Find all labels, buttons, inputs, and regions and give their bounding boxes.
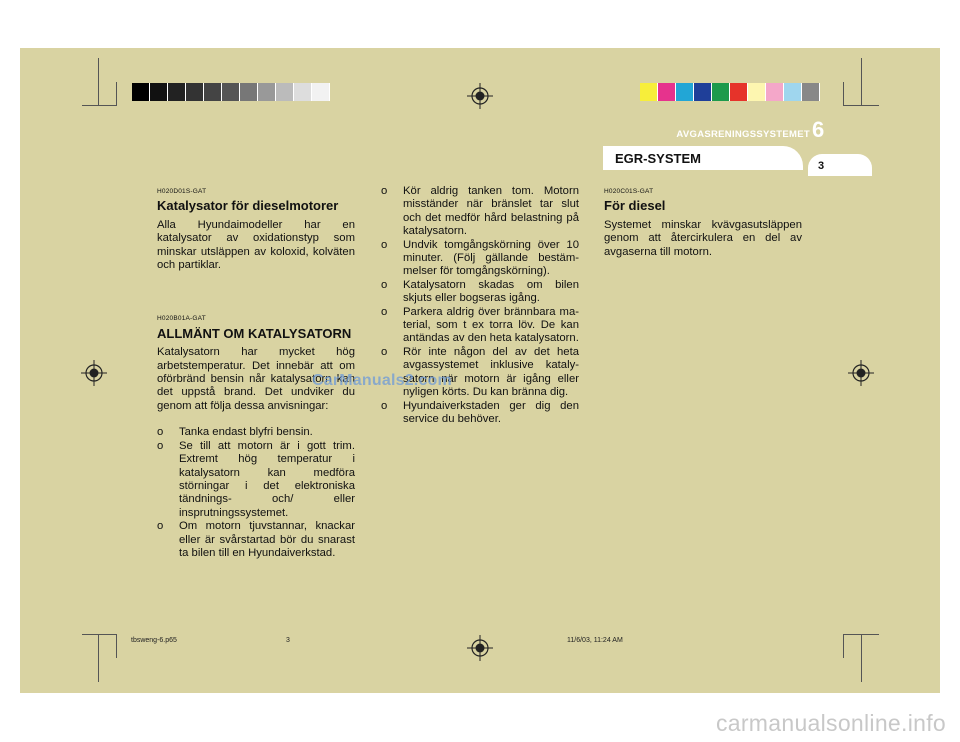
slug-timestamp: 11/6/03, 11:24 AM: [567, 637, 623, 644]
calibration-swatch: [748, 83, 766, 101]
section-code: H020D01S-GAT: [157, 188, 207, 195]
calibration-swatch: [694, 83, 712, 101]
crop-mark: [861, 58, 862, 106]
section-code: H020C01S-GAT: [604, 188, 654, 195]
crop-mark: [843, 634, 844, 658]
list-item: o Undvik tomgångskörning över 10 minuter. (Följ gällande bestäm- melser för tomgångskörning).: [381, 239, 579, 279]
calibration-swatch: [784, 83, 802, 101]
list-item: o Kör aldrig tanken tom. Motorn misständer när bränslet tar slut och det medför hård belastning på katalysatorn.: [381, 185, 579, 239]
calibration-swatch: [222, 83, 240, 101]
calibration-swatch: [640, 83, 658, 101]
calibration-swatch: [712, 83, 730, 101]
list-item: o Hyundaiverkstaden ger dig den service du behöver.: [381, 400, 579, 427]
watermark: CarManuals2.com: [312, 372, 452, 389]
calibration-swatch: [150, 83, 168, 101]
calibration-swatch: [766, 83, 784, 101]
list-item: o Tanka endast blyfri bensin.: [157, 426, 355, 439]
bullet-list: [157, 426, 355, 560]
list-item: o Katalysatorn skadas om bilen skjuts eller bogseras igång.: [381, 279, 579, 306]
page-number: 3: [818, 160, 825, 172]
calibration-swatch: [168, 83, 186, 101]
paragraph: Systemet minskar kvävgasutsläppen genom att återcirkulera en del av avgaserna till motorn.: [604, 218, 802, 258]
calibration-swatch: [240, 83, 258, 101]
calibration-swatch: [204, 83, 222, 101]
bullet-list: [381, 185, 579, 426]
calibration-swatch: [730, 83, 748, 101]
section-code: H020B01A-GAT: [157, 315, 206, 323]
registration-mark-icon: [81, 360, 107, 386]
footer-watermark: carmanualsonline.info: [715, 710, 946, 736]
crop-mark: [82, 634, 116, 635]
registration-mark-icon: [467, 83, 493, 109]
paragraph: Alla Hyundaimodeller har en katalysator av oxidationstyp som minskar utsläppen av koloxid, kolväten och partiklar.: [157, 218, 355, 272]
calibration-swatch: [676, 83, 694, 101]
paragraph: Katalysatorn har mycket hög arbetstemperatur. Det innebär att om oförbränd bensin når katalysatorn kan det uppstå brand. Det undviker du genom att följa dessa anvisningar:: [157, 346, 355, 412]
crop-mark: [98, 58, 99, 106]
crop-mark: [116, 634, 117, 658]
crop-mark: [843, 82, 844, 106]
crop-mark: [843, 105, 879, 106]
crop-mark: [82, 105, 116, 106]
calibration-swatch: [312, 83, 330, 101]
section-heading: ALLMÄNT OM KATALYSATORN: [157, 325, 352, 341]
slug-filename: tbsweng-6.p65: [131, 637, 177, 644]
section-tab: [603, 146, 803, 170]
middle-column: [381, 185, 579, 426]
list-item: o Parkera aldrig över brännbara ma- terial, som t ex torra löv. De kan antändas av den heta katalysatorn.: [381, 306, 579, 346]
section-tab-label: EGR-SYSTEM: [615, 151, 701, 166]
right-column: [604, 185, 802, 259]
calibration-swatch: [802, 83, 820, 101]
section-heading: För diesel: [604, 198, 666, 214]
list-item: o Se till att motorn är i gott trim. Extremt hög temperatur i katalysatorn kan medföra störningar i det elektroniska tändnings- och/ eller insprutningssystemet.: [157, 440, 355, 520]
registration-mark-icon: [848, 360, 874, 386]
section-title: AVGASRENINGSSYSTEMET: [676, 129, 810, 140]
list-item: o Om motorn tjuvstannar, knackar eller är svårstartad bör du snarast ta bilen till en Hyundaiverkstad.: [157, 520, 355, 560]
calibration-swatch: [658, 83, 676, 101]
color-calibration-bar: [640, 83, 820, 101]
calibration-swatch: [276, 83, 294, 101]
list-item: o Rör inte någon del av det heta avgassystemet inklusive kataly- satorn när motorn är igång eller nyligen körts. Du kan bränna dig.: [381, 346, 579, 400]
page-number-tab: [808, 154, 872, 176]
section-heading: Katalysator för dieselmotorer: [157, 198, 339, 214]
crop-mark: [98, 634, 99, 682]
registration-mark-icon: [467, 635, 493, 661]
grayscale-calibration-bar: [132, 83, 330, 101]
calibration-swatch: [186, 83, 204, 101]
slug-page: 3: [286, 637, 290, 644]
crop-mark: [861, 634, 862, 682]
chapter-number: 6: [812, 117, 825, 142]
calibration-swatch: [132, 83, 150, 101]
calibration-swatch: [258, 83, 276, 101]
crop-mark: [116, 82, 117, 106]
calibration-swatch: [294, 83, 312, 101]
